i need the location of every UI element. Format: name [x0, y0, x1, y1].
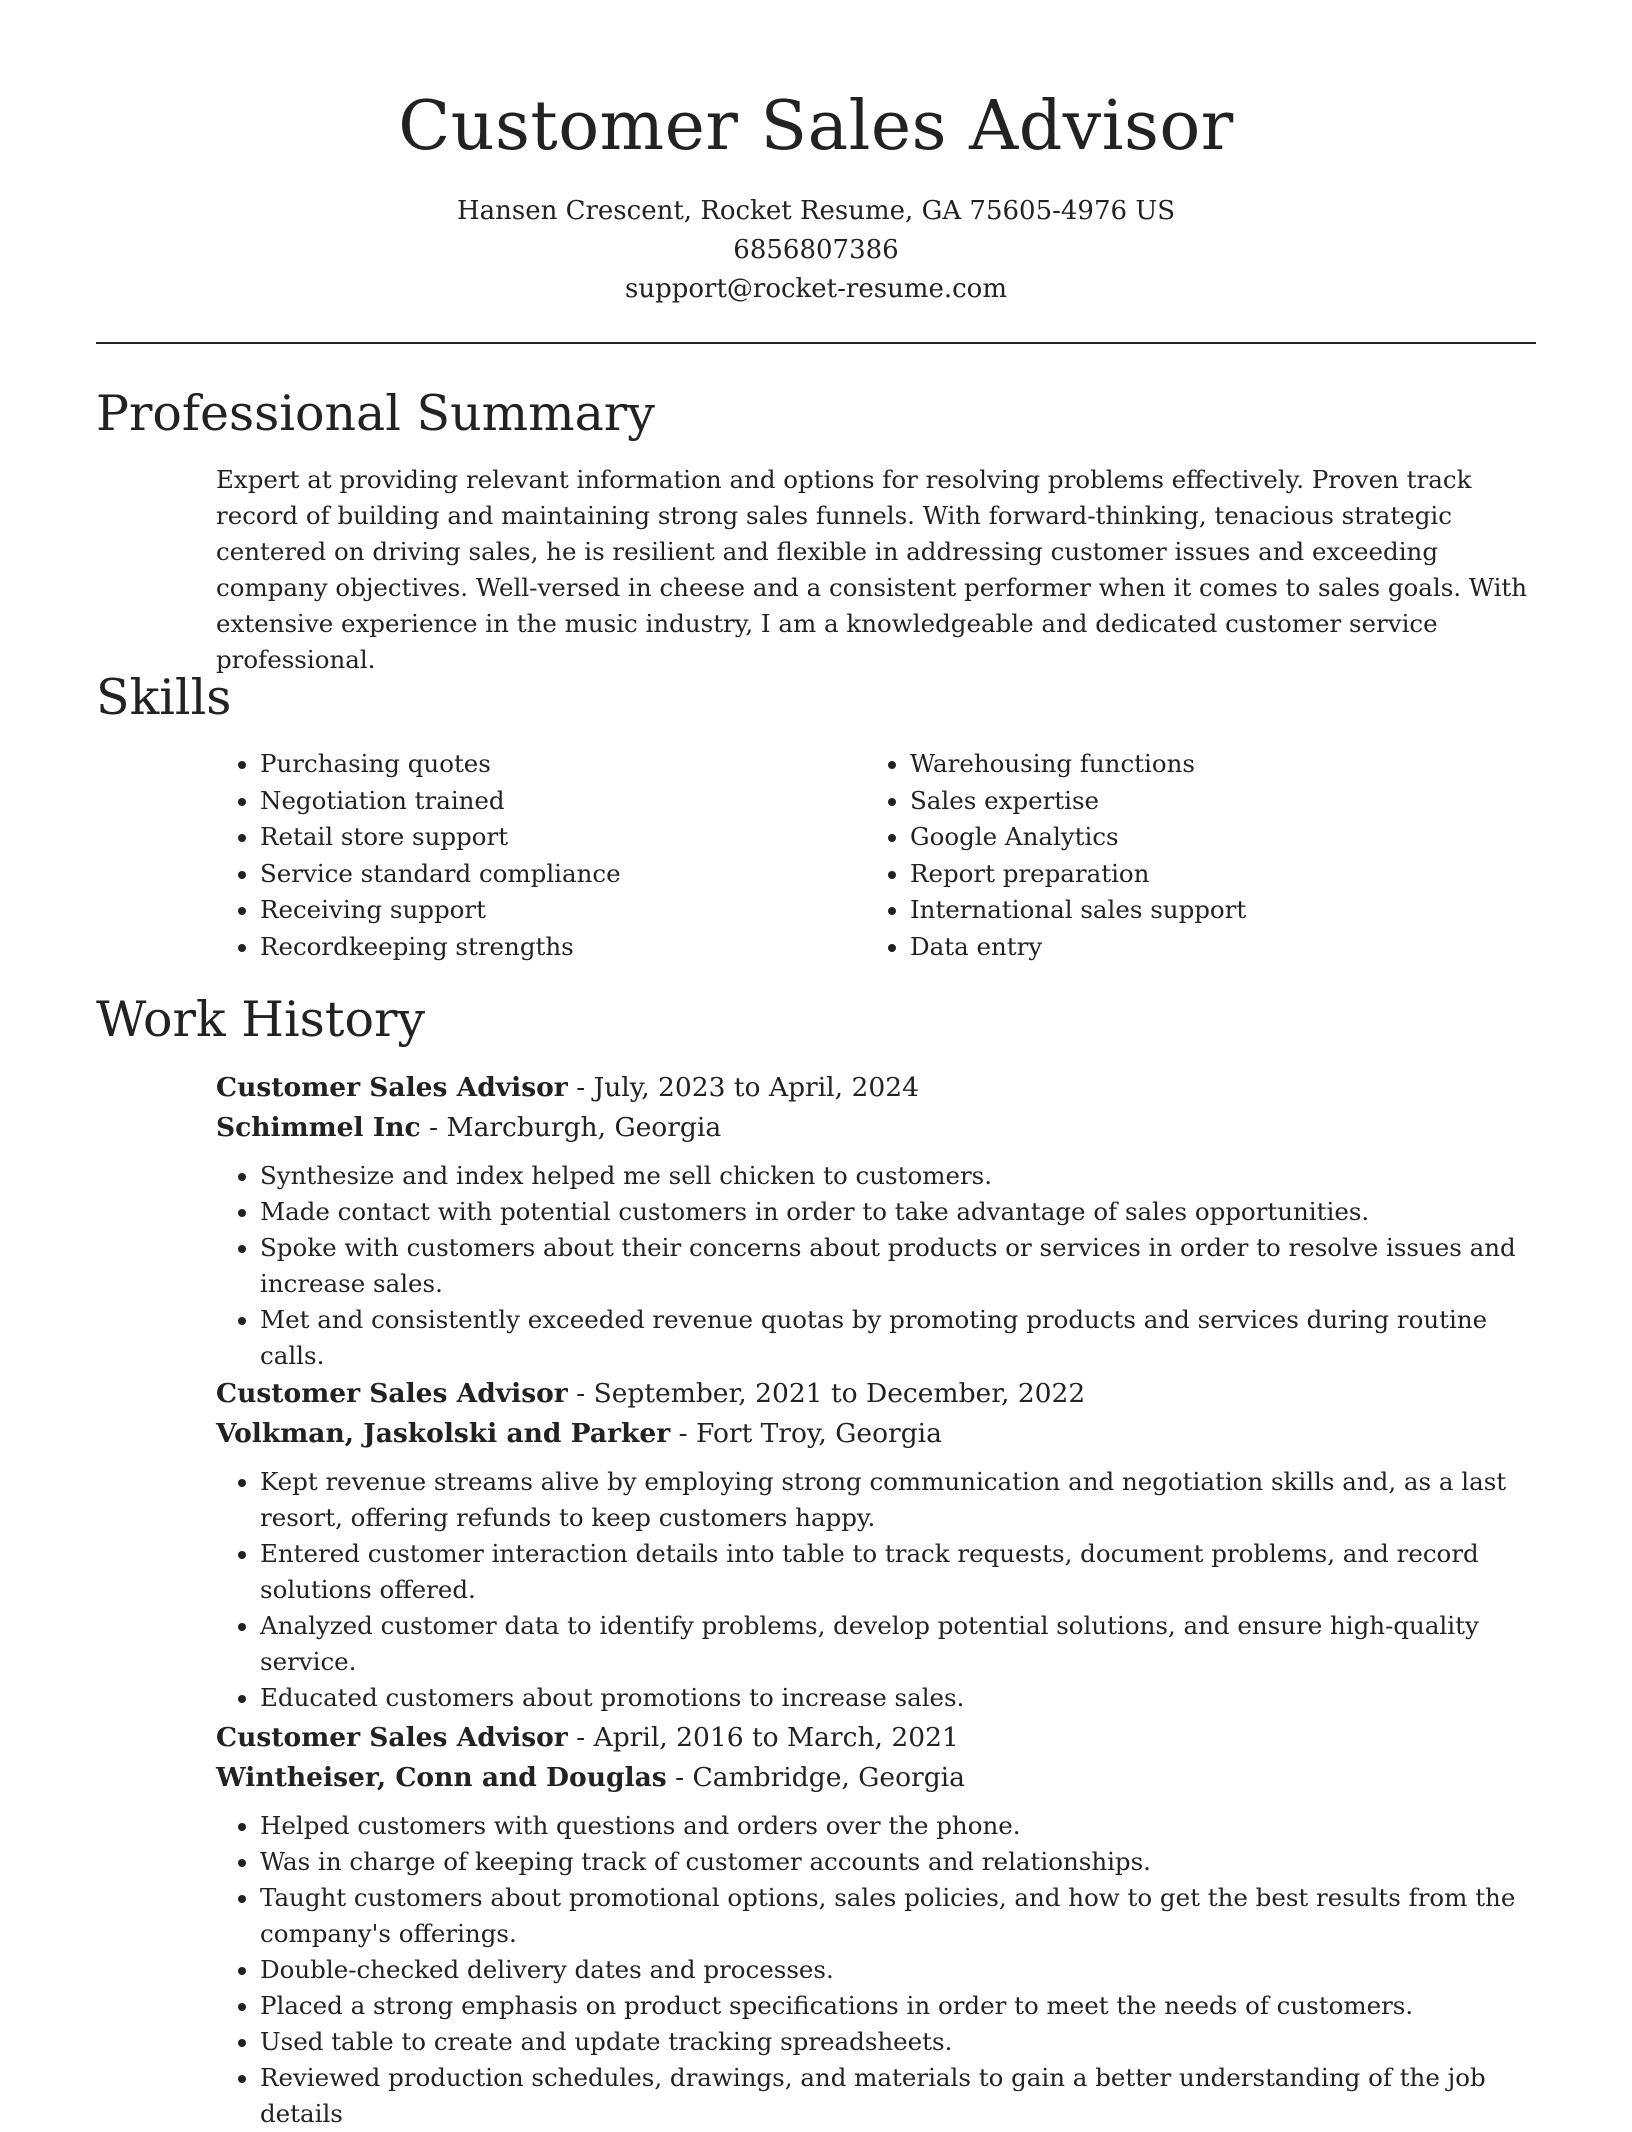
job-title-line [216, 1068, 1546, 1108]
job-bullet: • Used table to create and update tracking spreadsheets. [260, 2024, 1546, 2060]
job-company: Schimmel Inc [216, 1112, 421, 1143]
job-bullets [216, 1464, 1546, 1716]
skill-item: • Negotiation trained [260, 783, 860, 820]
job-company-line [216, 1414, 1546, 1454]
job-dates: - September, 2021 to December, 2022 [567, 1378, 1086, 1409]
contact-email: support@rocket-resume.com [624, 274, 1007, 304]
skill-item: • Service standard compliance [260, 856, 860, 893]
job-bullet: • Synthesize and index helped me sell chicken to customers. [260, 1158, 1546, 1194]
job-bullet: • Placed a strong emphasis on product specifications in order to meet the needs of customers. [260, 1988, 1546, 2024]
skills-list-right [866, 746, 1510, 965]
job-bullets [216, 1808, 1546, 2132]
job-title-line [216, 1718, 1546, 1758]
job-entry [216, 1718, 1546, 2132]
job-bullet: • Analyzed customer data to identify problems, develop potential solutions, and ensure high-quality service. [260, 1608, 1546, 1680]
section-heading-skills: Skills [96, 669, 232, 726]
job-title: Customer Sales Advisor [216, 1072, 568, 1103]
skills-list-left [216, 746, 860, 965]
job-title: Customer Sales Advisor [216, 1722, 568, 1753]
job-location: - Fort Troy, Georgia [670, 1418, 942, 1449]
job-company: Volkman, Jaskolski and Parker [216, 1418, 671, 1449]
job-dates: - July, 2023 to April, 2024 [567, 1072, 919, 1103]
job-bullet: • Reviewed production schedules, drawings, and materials to gain a better understanding of the job details [260, 2060, 1546, 2132]
job-title: Customer Sales Advisor [216, 1378, 568, 1409]
skill-item: • Warehousing functions [910, 746, 1510, 783]
summary-text: Expert at providing relevant information and options for resolving problems effectively. Proven track record of building and maintaining strong sales funnels. With forward-thinking, tenacious strategic centered on driving sales, he is resilient and flexible in addressing customer issues and exceeding company objectives. Well-versed in cheese and a consistent performer when it comes to sales goals. With extensive experience in the music industry, I am a knowledgeable and dedicated customer service professional. [216, 465, 1528, 674]
section-heading-work-history: Work History [96, 991, 426, 1048]
skill-item: • Receiving support [260, 892, 860, 929]
skill-item: • Sales expertise [910, 783, 1510, 820]
skill-item: • Purchasing quotes [260, 746, 860, 783]
job-title-line [216, 1374, 1546, 1414]
job-bullet: • Helped customers with questions and orders over the phone. [260, 1808, 1546, 1844]
job-bullet: • Double-checked delivery dates and processes. [260, 1952, 1546, 1988]
skill-item: • Retail store support [260, 819, 860, 856]
skill-item: • Google Analytics [910, 819, 1510, 856]
skill-item: • Report preparation [910, 856, 1510, 893]
job-bullet: • Spoke with customers about their concerns about products or services in order to resolve issues and increase sales. [260, 1230, 1546, 1302]
contact-block [0, 192, 1632, 309]
job-bullet: • Educated customers about promotions to increase sales. [260, 1680, 1546, 1716]
skill-item: • International sales support [910, 892, 1510, 929]
job-bullet: • Entered customer interaction details into table to track requests, document problems, and record solutions offered. [260, 1536, 1546, 1608]
job-entry [216, 1068, 1546, 1374]
job-company-line [216, 1758, 1546, 1798]
contact-address: Hansen Crescent, Rocket Resume, GA 75605-4976 US [456, 196, 1176, 226]
skill-item: • Recordkeeping strengths [260, 929, 860, 966]
header-divider [96, 342, 1536, 344]
job-bullet: • Met and consistently exceeded revenue quotas by promoting products and services during routine calls. [260, 1302, 1546, 1374]
job-bullet: • Was in charge of keeping track of customer accounts and relationships. [260, 1844, 1546, 1880]
skill-item: • Data entry [910, 929, 1510, 966]
job-entry [216, 1374, 1546, 1716]
resume-title: Customer Sales Advisor [398, 87, 1234, 166]
job-bullets [216, 1158, 1546, 1374]
contact-phone: 6856807386 [733, 235, 899, 265]
job-dates: - April, 2016 to March, 2021 [567, 1722, 959, 1753]
job-bullet: • Kept revenue streams alive by employing strong communication and negotiation skills and, as a last resort, offering refunds to keep customers happy. [260, 1464, 1546, 1536]
section-heading-summary: Professional Summary [96, 385, 655, 442]
job-bullet: • Taught customers about promotional options, sales policies, and how to get the best results from the company's offerings. [260, 1880, 1546, 1952]
job-bullet: • Made contact with potential customers in order to take advantage of sales opportunities. [260, 1194, 1546, 1230]
job-company-line [216, 1108, 1546, 1148]
job-company: Wintheiser, Conn and Douglas [216, 1762, 667, 1793]
job-location: - Cambridge, Georgia [666, 1762, 965, 1793]
job-location: - Marcburgh, Georgia [420, 1112, 722, 1143]
